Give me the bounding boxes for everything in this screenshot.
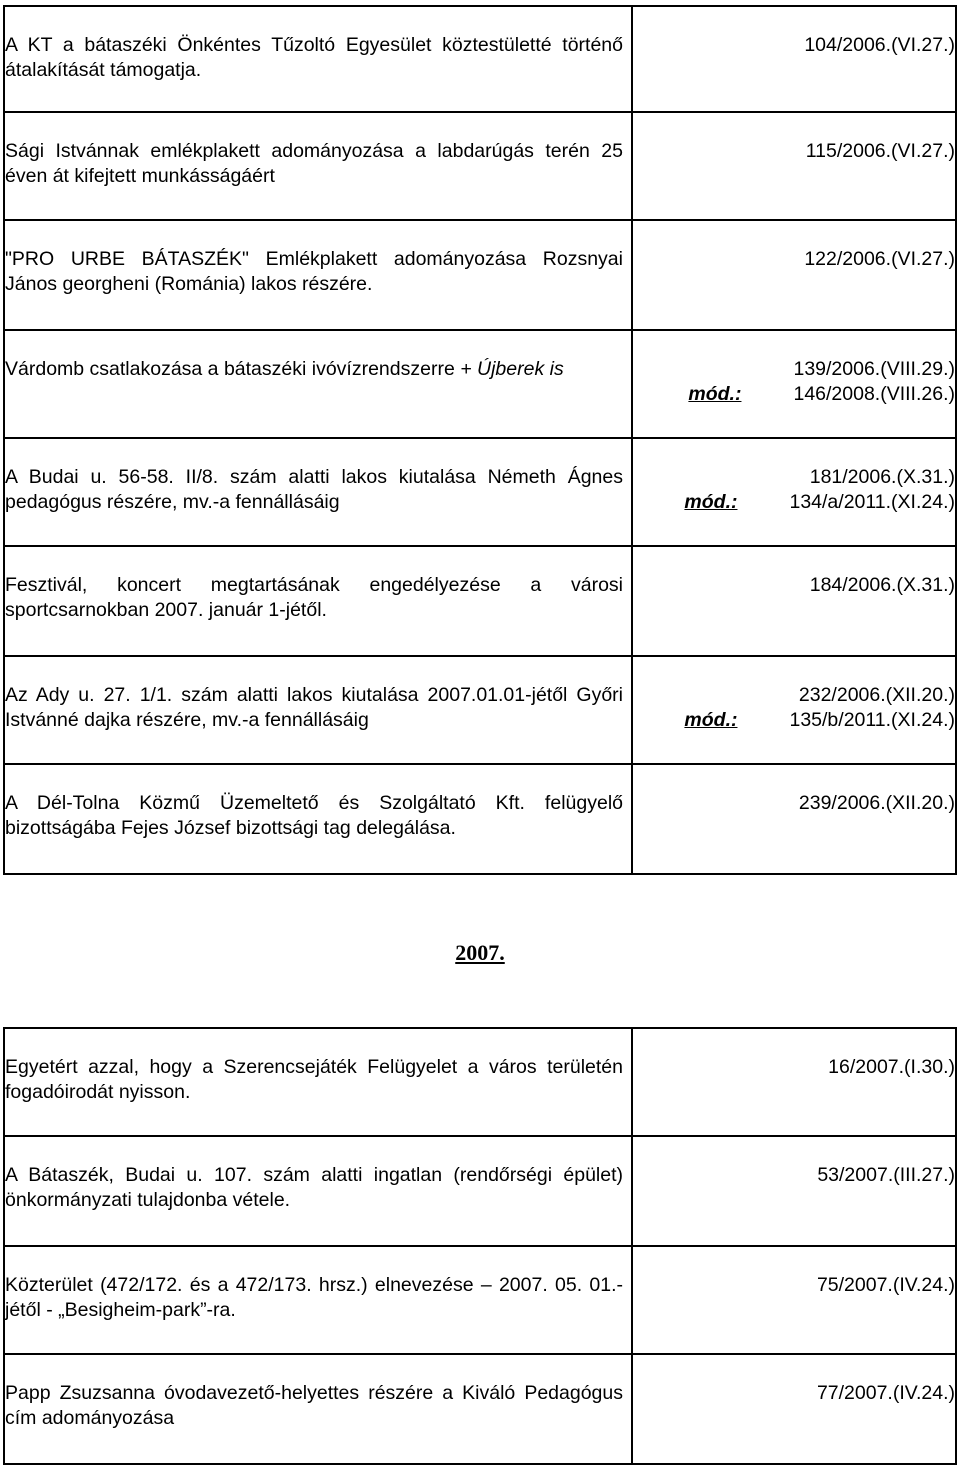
resolution-row — [4, 330, 956, 438]
resolution-description — [4, 330, 632, 438]
resolution-description — [4, 220, 632, 330]
resolution-reference — [632, 6, 956, 112]
resolution-number: 146/2008.(VIII.26.) — [793, 383, 955, 405]
resolution-reference — [632, 330, 956, 438]
description-text: "PRO URBE BÁTASZÉK" Emlékplakett adományozása Rozsnyai János georgheni (Románia) lakos részére. — [5, 248, 623, 295]
resolution-number: 181/2006.(X.31.) — [809, 466, 955, 488]
resolution-description — [4, 656, 632, 764]
resolution-description — [4, 546, 632, 656]
resolution-reference — [632, 764, 956, 874]
resolution-reference — [632, 112, 956, 220]
description-text: A KT a bátaszéki Önkéntes Tűzoltó Egyesület köztestületté történő átalakítását támogatja. — [5, 34, 623, 81]
resolution-row — [4, 546, 956, 656]
resolution-description — [4, 764, 632, 874]
resolution-reference — [632, 1028, 956, 1136]
description-text: A Dél-Tolna Közmű Üzemeltető és Szolgáltató Kft. felügyelő bizottságába Fejes József bizottsági tag delegálása. — [5, 792, 623, 839]
resolution-reference — [632, 1136, 956, 1246]
description-text: A Budai u. 56-58. II/8. szám alatti lakos kiutalása Németh Ágnes pedagógus részére, mv.-a fennállásáig — [5, 466, 623, 513]
modification-label: mód.: — [684, 491, 738, 513]
description-text: Fesztivál, koncert megtartásának engedélyezése a városi sportcsarnokban 2007. január 1-jétől. — [5, 574, 623, 621]
resolution-number: 232/2006.(XII.20.) — [798, 684, 955, 706]
resolution-reference — [632, 1354, 956, 1464]
description-text: Sági Istvánnak emlékplakett adományozása a labdarúgás terén 25 éven át kifejtett munkásságáért — [5, 140, 623, 187]
description-italic-text: + Újberek is — [454, 358, 564, 380]
resolution-description — [4, 6, 632, 112]
resolution-reference — [632, 220, 956, 330]
resolution-row — [4, 112, 956, 220]
resolution-row — [4, 1028, 956, 1136]
year-heading: 2007. — [455, 940, 505, 965]
resolution-reference — [632, 546, 956, 656]
resolution-number: 53/2007.(III.27.) — [817, 1164, 955, 1186]
modification-label: mód.: — [684, 709, 738, 731]
resolutions-table-2006 — [3, 5, 957, 875]
description-text: Egyetért azzal, hogy a Szerencsejáték Felügyelet a város területén fogadóirodát nyisson. — [5, 1056, 623, 1103]
resolution-number: 184/2006.(X.31.) — [809, 574, 955, 596]
resolution-description — [4, 438, 632, 546]
resolution-number: 75/2007.(IV.24.) — [816, 1274, 955, 1296]
description-text: Papp Zsuzsanna óvodavezető-helyettes részére a Kiváló Pedagógus cím adományozása — [5, 1382, 623, 1429]
resolution-number: 134/a/2011.(XI.24.) — [789, 491, 955, 513]
description-text: Az Ady u. 27. 1/1. szám alatti lakos kiutalása 2007.01.01-jétől Győri Istvánné dajka részére, mv.-a fennállásáig — [5, 684, 623, 731]
resolution-number: 115/2006.(VI.27.) — [805, 140, 955, 162]
description-text: Közterület (472/172. és a 472/173. hrsz.) elnevezése – 2007. 05. 01.-jétől - „Besigheim-park”-ra. — [5, 1274, 623, 1321]
resolution-row — [4, 6, 956, 112]
resolution-description — [4, 112, 632, 220]
resolution-number: 77/2007.(IV.24.) — [816, 1382, 955, 1404]
resolution-row — [4, 764, 956, 874]
resolution-row — [4, 438, 956, 546]
resolutions-table-2007 — [3, 1027, 957, 1465]
resolution-number: 239/2006.(XII.20.) — [798, 792, 955, 814]
description-text: Várdomb csatlakozása a bátaszéki ivóvízrendszerre — [5, 358, 455, 380]
resolution-row — [4, 656, 956, 764]
resolution-description — [4, 1246, 632, 1354]
resolution-reference — [632, 438, 956, 546]
resolution-reference — [632, 656, 956, 764]
resolution-number: 139/2006.(VIII.29.) — [793, 358, 955, 380]
resolution-number: 135/b/2011.(XI.24.) — [789, 709, 955, 731]
modification-label: mód.: — [688, 383, 742, 405]
resolution-number: 104/2006.(VI.27.) — [804, 34, 955, 56]
resolution-number: 16/2007.(I.30.) — [828, 1056, 955, 1078]
resolution-row — [4, 1136, 956, 1246]
resolution-description — [4, 1028, 632, 1136]
resolution-reference — [632, 1246, 956, 1354]
resolution-row — [4, 1246, 956, 1354]
resolution-row — [4, 220, 956, 330]
resolution-row — [4, 1354, 956, 1464]
resolution-number: 122/2006.(VI.27.) — [804, 248, 955, 270]
resolution-description — [4, 1354, 632, 1464]
description-text: A Bátaszék, Budai u. 107. szám alatti ingatlan (rendőrségi épület) önkormányzati tulajdonba vétele. — [5, 1164, 623, 1211]
resolution-description — [4, 1136, 632, 1246]
